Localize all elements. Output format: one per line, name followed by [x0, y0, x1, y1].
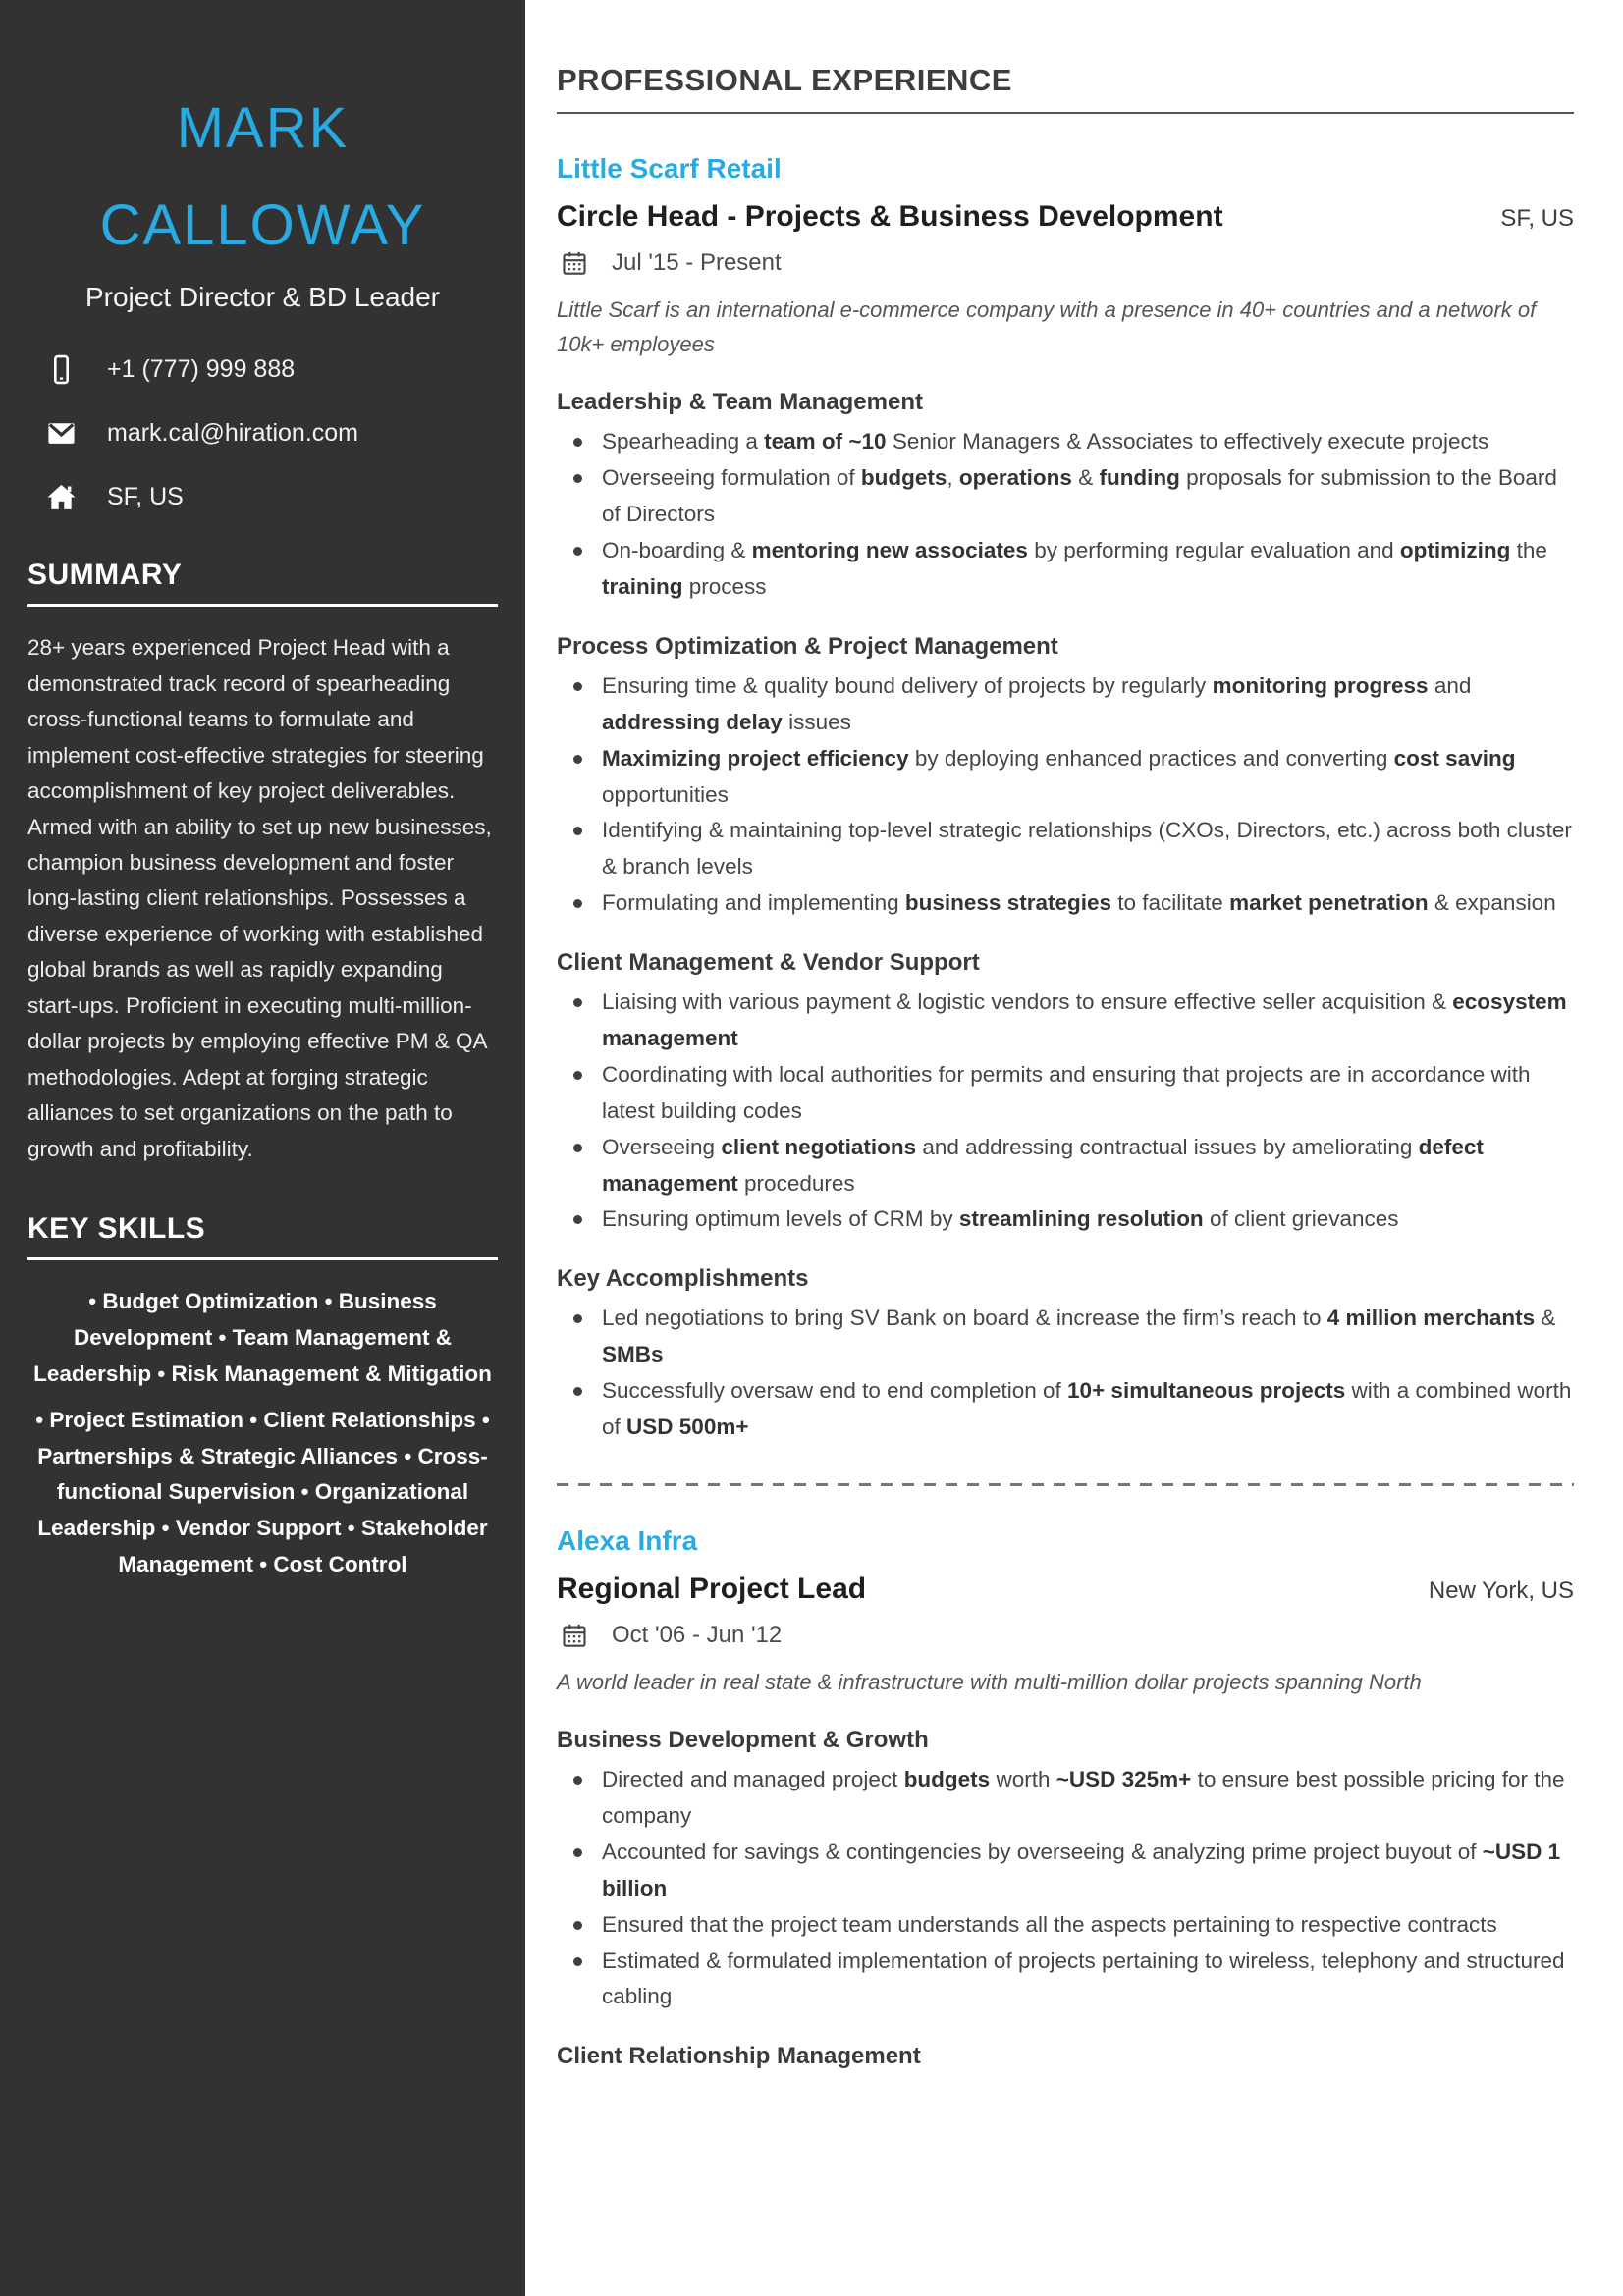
phone-icon [45, 353, 78, 386]
bullet-list [557, 985, 1574, 1238]
contact-location-row [45, 481, 498, 513]
company-name: Little Scarf Retail [557, 153, 782, 184]
bullet-list [557, 424, 1574, 605]
experience-column [525, 0, 1623, 2296]
summary-heading: SUMMARY [27, 559, 498, 607]
bullet-item: Liaising with various payment & logistic vendors to ensure effective seller acquisition & ecosystem management [602, 985, 1574, 1057]
phone-number: +1 (777) 999 888 [107, 355, 296, 384]
bullet-item: Formulating and implementing business strategies to facilitate market penetration & expansion [602, 885, 1574, 922]
bullet-item: Overseeing formulation of budgets, operations & funding proposals for submission to the Board of Directors [602, 460, 1574, 533]
section-heading: Process Optimization & Project Management [557, 632, 1058, 660]
bullet-item: Estimated & formulated implementation of projects pertaining to wireless, telephony and structured cabling [602, 1944, 1574, 2016]
bullet-item: On-boarding & mentoring new associates by performing regular evaluation and optimizing the training process [602, 533, 1574, 606]
role-row [557, 200, 1574, 234]
bullet-item: Coordinating with local authorities for permits and ensuring that projects are in accordance with latest building codes [602, 1057, 1574, 1130]
home-icon [45, 481, 78, 513]
sidebar [0, 0, 525, 2296]
role-row [557, 1573, 1574, 1606]
candidate-title: Project Director & BD Leader [84, 282, 441, 313]
contact-section [27, 353, 498, 513]
key-skills-group-2: • Project Estimation • Client Relationships • Partnerships & Strategic Alliances • Cross-functional Supervision • Organizational Leadership • Vendor Support • Stakeholder Management • Cost Control [35, 1407, 490, 1577]
bullet-item: Accounted for savings & contingencies by overseeing & analyzing prime project buyout of ~USD 1 billion [602, 1835, 1574, 1907]
bullet-list [557, 1762, 1574, 2015]
job-dates: Oct '06 - Jun '12 [612, 1621, 783, 1648]
calendar-icon [561, 1622, 588, 1649]
job-alexa-infra [557, 1525, 1574, 2070]
section-heading: Business Development & Growth [557, 1727, 929, 1754]
contact-phone-row [45, 353, 498, 386]
date-row [557, 1622, 1574, 1649]
bullet-item: Maximizing project efficiency by deploying enhanced practices and converting cost saving opportunities [602, 741, 1574, 814]
calendar-icon [561, 249, 588, 277]
section-heading: Key Accomplishments [557, 1265, 809, 1293]
bullet-item: Identifying & maintaining top-level strategic relationships (CXOs, Directors, etc.) across both cluster & branch levels [602, 813, 1574, 885]
bullet-list [557, 668, 1574, 922]
summary-text: 28+ years experienced Project Head with a demonstrated track record of spearheading cross-functional teams to formulate and implement cost-effective strategies for steering accomplishment of key project deliverables. Armed with an ability to set up new businesses, champion business development and foster long-lasting client relationships. Possesses a diverse experience of working with established global brands as well as rapidly expanding start-ups. Proficient in executing multi-million-dollar projects by employing effective PM & QA methodologies. Adept at forging strategic alliances to set organizations on the path to growth and profitability. [27, 635, 492, 1161]
key-skills-list [27, 1284, 498, 1583]
mail-icon [45, 417, 78, 450]
professional-experience-heading: PROFESSIONAL EXPERIENCE [557, 63, 1574, 114]
company-name: Alexa Infra [557, 1524, 698, 1556]
job-dates: Jul '15 - Present [612, 249, 782, 276]
email-address: mark.cal@hiration.com [107, 419, 359, 448]
job-role: Circle Head - Projects & Business Development [557, 200, 1223, 233]
location-text: SF, US [107, 483, 184, 511]
company-description: A world leader in real state & infrastructure with multi-million dollar projects spanning North [557, 1669, 1422, 1694]
candidate-name-line2: CALLOWAY [99, 192, 426, 257]
job-location: New York, US [1428, 1576, 1574, 1604]
bullet-item: Spearheading a team of ~10 Senior Managers & Associates to effectively execute projects [602, 424, 1574, 460]
bullet-item: Ensuring optimum levels of CRM by streamlining resolution of client grievances [602, 1201, 1574, 1238]
bullet-item: Overseeing client negotiations and addressing contractual issues by ameliorating defect management procedures [602, 1130, 1574, 1202]
job-location: SF, US [1500, 205, 1574, 232]
key-skills-group-1: • Budget Optimization • Business Development • Team Management & Leadership • Risk Management & Mitigation [33, 1288, 492, 1386]
section-divider [557, 1483, 1574, 1486]
date-row [557, 249, 1574, 277]
bullet-item: Successfully oversaw end to end completion of 10+ simultaneous projects with a combined worth of USD 500m+ [602, 1373, 1574, 1446]
section-heading: Leadership & Team Management [557, 389, 923, 416]
bullet-list [557, 1301, 1574, 1446]
job-role: Regional Project Lead [557, 1572, 867, 1605]
section-heading: Client Management & Vendor Support [557, 949, 980, 977]
candidate-name-line1: MARK [176, 96, 350, 160]
bullet-item: Directed and managed project budgets worth ~USD 325m+ to ensure best possible pricing for the company [602, 1762, 1574, 1835]
job-little-scarf-retail [557, 153, 1574, 1446]
key-skills-heading: KEY SKILLS [27, 1212, 498, 1260]
candidate-name [27, 80, 498, 274]
bullet-item: Led negotiations to bring SV Bank on board & increase the firm’s reach to 4 million merchants & SMBs [602, 1301, 1574, 1373]
bullet-item: Ensured that the project team understands all the aspects pertaining to respective contracts [602, 1907, 1574, 1944]
contact-email-row [45, 417, 498, 450]
section-heading: Client Relationship Management [557, 2043, 921, 2070]
bullet-item: Ensuring time & quality bound delivery of projects by regularly monitoring progress and addressing delay issues [602, 668, 1574, 741]
company-description: Little Scarf is an international e-commerce company with a presence in 40+ countries and a network of 10k+ employees [557, 297, 1537, 357]
